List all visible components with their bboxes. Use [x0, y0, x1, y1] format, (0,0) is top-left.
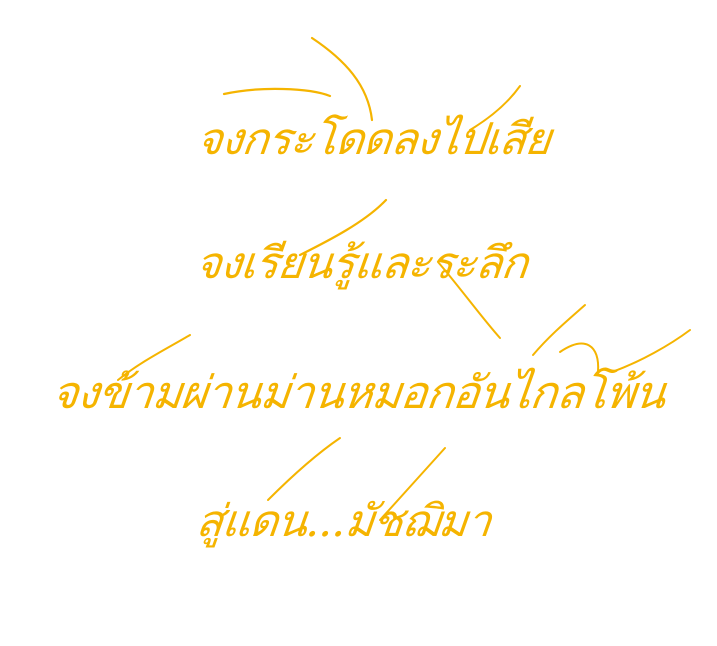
flourish-line1-top: [224, 89, 330, 96]
poem-line-2: จงเรียนรู้และระลึก: [193, 238, 530, 289]
flourish-line3-mid: [533, 305, 585, 355]
flourish-line4-left: [268, 438, 340, 500]
poem-line-4: สู่แดน...มัชฌิมา: [193, 496, 494, 547]
poem-line-1: จงกระโดดลงไปเสีย: [194, 114, 553, 165]
poem-line-3: จงข้ามผ่านม่านหมอกอันไกลโพ้น: [49, 366, 668, 419]
flourish-line1-hook: [312, 38, 372, 120]
